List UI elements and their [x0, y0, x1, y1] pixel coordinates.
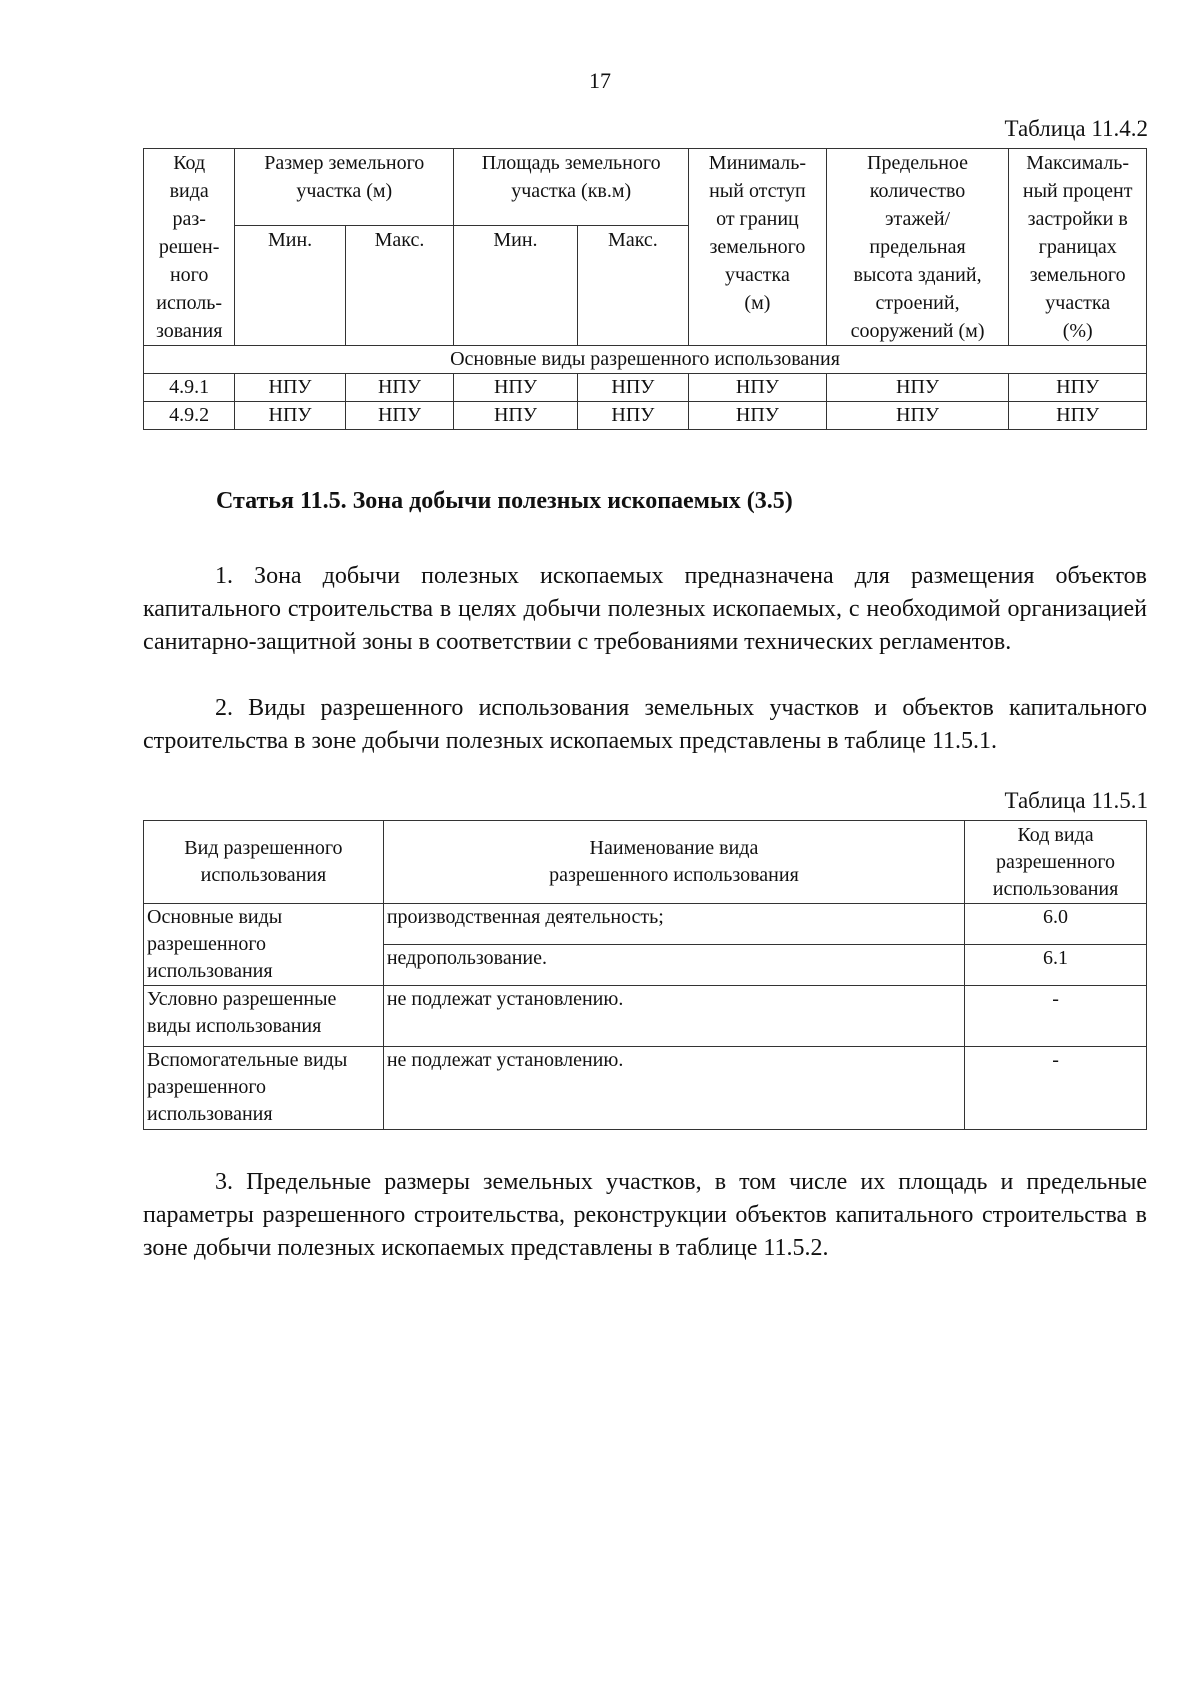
section-row [144, 346, 1147, 374]
cell: 4.9.1 [144, 374, 235, 402]
header-size: Размер земельного участка (м) [235, 149, 454, 226]
cell: НПУ [454, 402, 577, 430]
table-row [144, 374, 1147, 402]
cell: НПУ [454, 374, 577, 402]
header-area: Площадь земельного участка (кв.м) [454, 149, 689, 226]
header-name: Наименование вида разрешенного использования [383, 821, 964, 904]
table-caption-11-4-2: Таблица 11.4.2 [1004, 116, 1148, 141]
cell: НПУ [689, 402, 827, 430]
table-header-row [144, 821, 1147, 904]
table-11-5-1 [143, 820, 1147, 1130]
cell-name: производственная деятельность; [383, 904, 964, 945]
group-label-auxiliary: Вспомогательные виды разрешенного использования [144, 1047, 384, 1130]
header-indent: Минималь- ный отступ от границ земельного участка (м) [689, 149, 827, 346]
table-11-4-2 [143, 148, 1147, 430]
header-size-min: Мин. [235, 226, 345, 346]
cell: НПУ [577, 402, 688, 430]
header-type: Вид разрешенного использования [144, 821, 384, 904]
cell-name: не подлежат установлению. [383, 1047, 964, 1130]
group-label-conditional: Условно разрешенные виды использования [144, 986, 384, 1047]
cell: НПУ [345, 402, 453, 430]
header-area-min: Мин. [454, 226, 577, 346]
header-code: Код вида раз- решен- ного исполь- зования [144, 149, 235, 346]
cell: 4.9.2 [144, 402, 235, 430]
cell-name: недропользование. [383, 945, 964, 986]
table-row [144, 986, 1147, 1047]
cell: НПУ [235, 402, 345, 430]
header-percent: Максималь- ный процент застройки в границах земельного участка (%) [1009, 149, 1147, 346]
table-row [144, 402, 1147, 430]
cell: НПУ [345, 374, 453, 402]
cell: НПУ [689, 374, 827, 402]
section-label: Основные виды разрешенного использования [144, 346, 1147, 374]
cell: НПУ [826, 374, 1009, 402]
cell-name: не подлежат установлению. [383, 986, 964, 1047]
article-heading: Статья 11.5. Зона добычи полезных ископаемых (3.5) [216, 488, 793, 514]
cell: НПУ [577, 374, 688, 402]
cell-code: - [965, 1047, 1147, 1130]
group-label-main: Основные виды разрешенного использования [144, 904, 384, 986]
table-row [144, 1047, 1147, 1130]
header-code: Код вида разрешенного использования [965, 821, 1147, 904]
header-floors: Предельное количество этажей/ предельная высота зданий, строений, сооружений (м) [826, 149, 1009, 346]
cell: НПУ [826, 402, 1009, 430]
cell: НПУ [1009, 402, 1147, 430]
table-row [144, 904, 1147, 945]
paragraph-2: 2. Виды разрешенного использования земельных участков и объектов капитального строительства в зоне добычи полезных ископаемых представлены в таблице 11.5.1. [143, 695, 1147, 754]
header-size-max: Макс. [345, 226, 453, 346]
page-number: 17 [589, 68, 611, 93]
cell-code: 6.1 [965, 945, 1147, 986]
table-header-row [144, 149, 1147, 226]
paragraph-3: 3. Предельные размеры земельных участков, в том числе их площадь и предельные параметры разрешенного строительства, реконструкции объектов капитального строительства в зоне добычи полезных ископаемых представлены в таблице 11.5.2. [143, 1169, 1147, 1261]
cell-code: - [965, 986, 1147, 1047]
paragraph-1: 1. Зона добычи полезных ископаемых предназначена для размещения объектов капитального строительства в целях добычи полезных ископаемых, с необходимой организацией санитарно-защитной зоны в соответствии с требованиями технических регламентов. [143, 563, 1147, 655]
header-area-max: Макс. [577, 226, 688, 346]
cell: НПУ [235, 374, 345, 402]
cell: НПУ [1009, 374, 1147, 402]
table-caption-11-5-1: Таблица 11.5.1 [1004, 788, 1148, 813]
cell-code: 6.0 [965, 904, 1147, 945]
